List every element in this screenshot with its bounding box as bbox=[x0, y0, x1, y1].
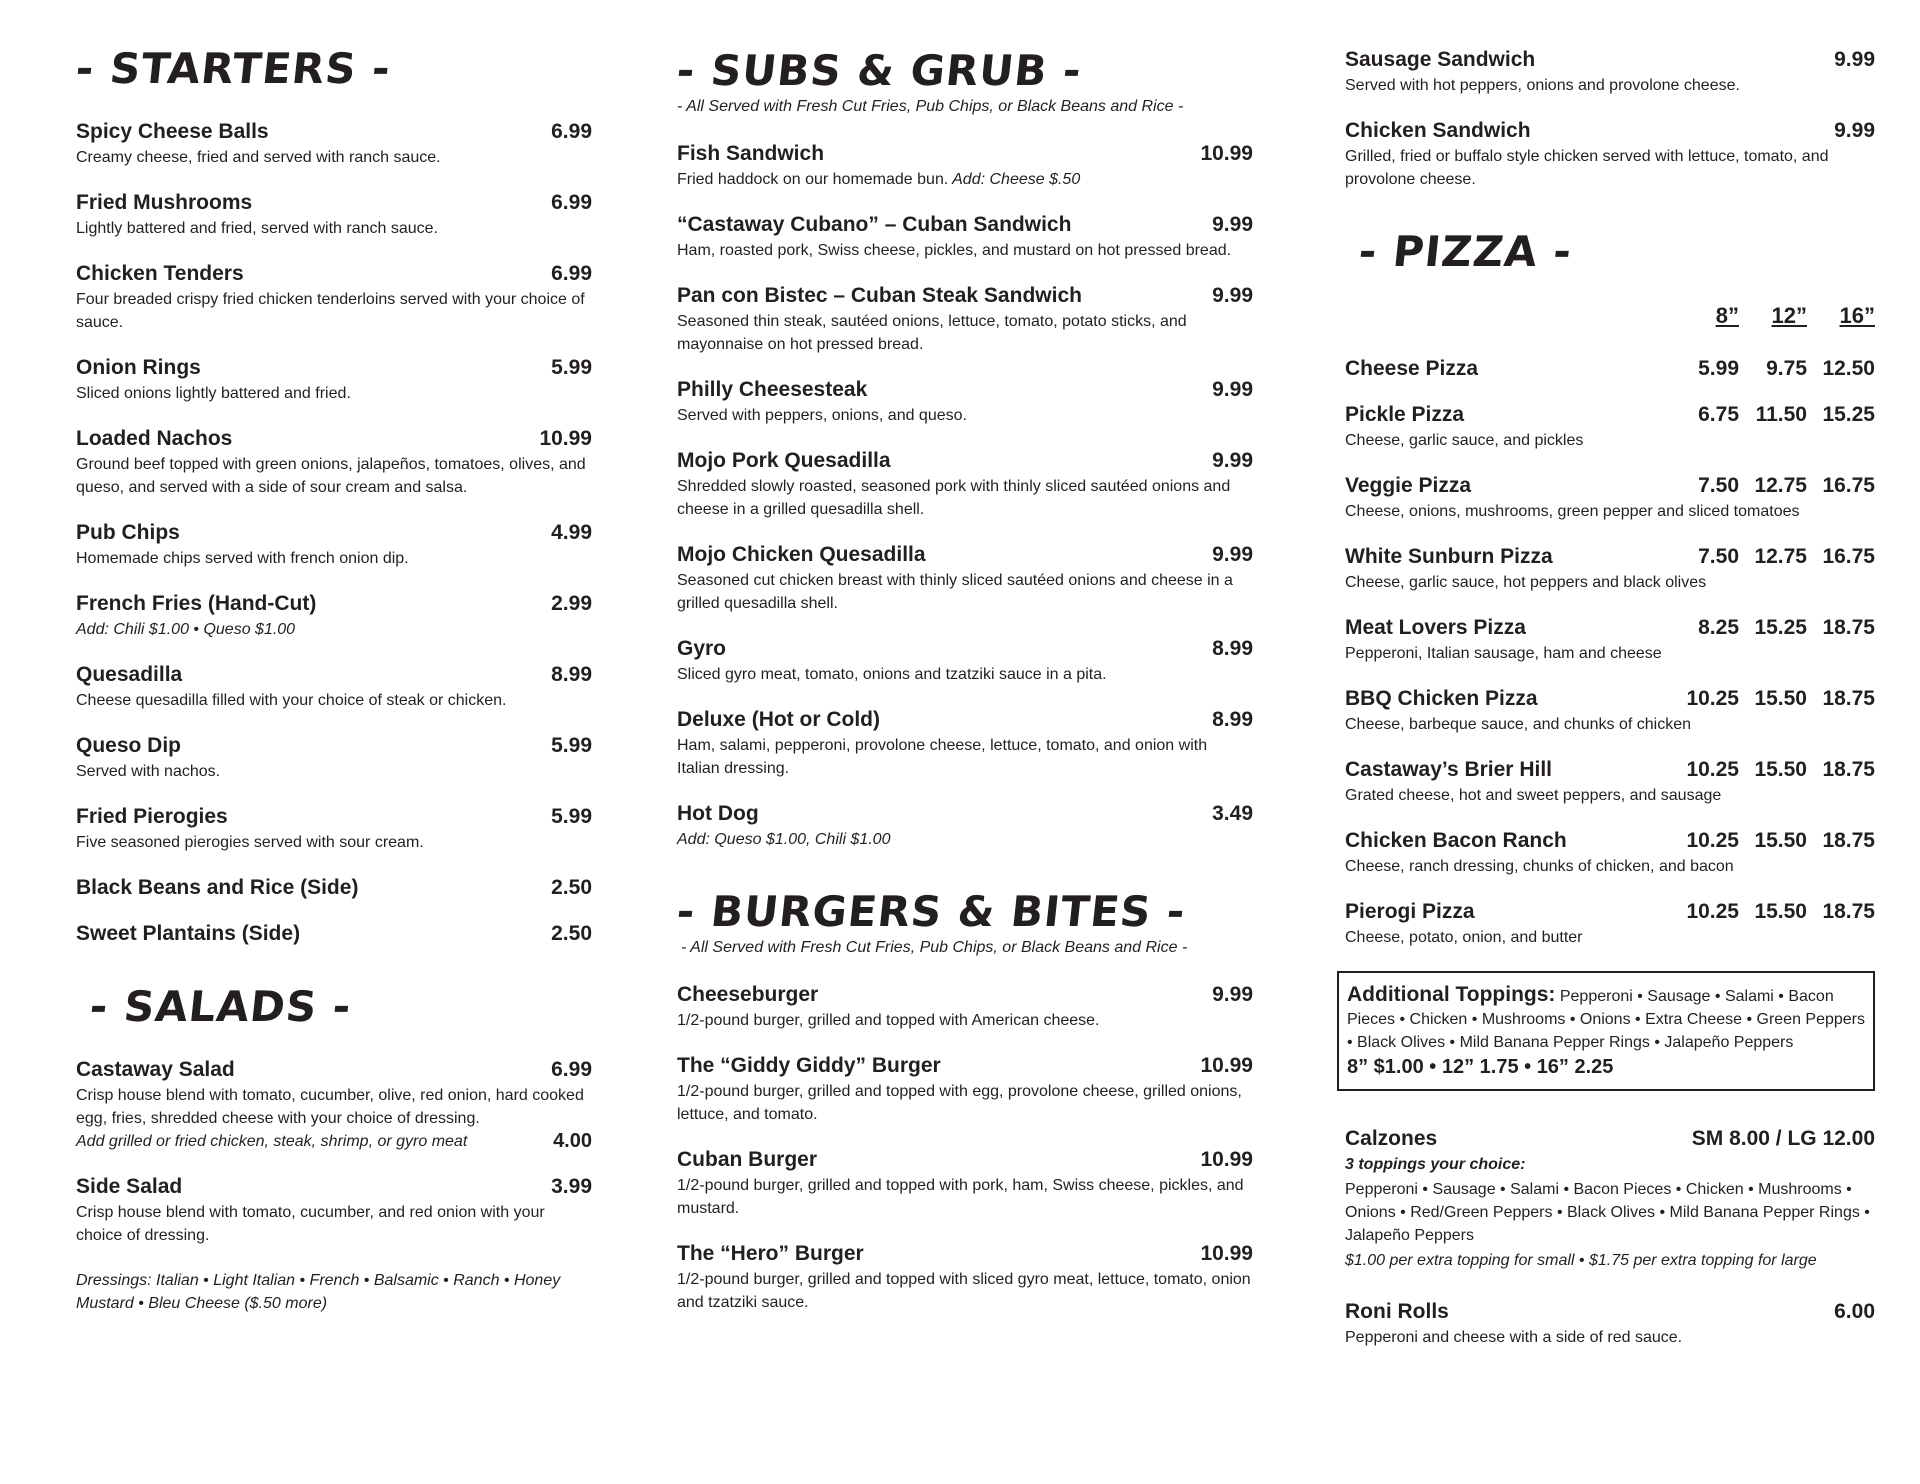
item-name: Fried Pierogies bbox=[76, 805, 228, 828]
pizza-item bbox=[1345, 616, 1875, 665]
calzones-item bbox=[1345, 1127, 1875, 1272]
menu-item-row bbox=[677, 378, 1253, 402]
menu-item-row bbox=[76, 262, 592, 286]
item-name: The “Hero” Burger bbox=[677, 1242, 864, 1265]
item-name: Chicken Tenders bbox=[76, 262, 244, 285]
menu-item bbox=[76, 1175, 592, 1247]
size-8-label: 8” bbox=[1715, 303, 1739, 328]
item-description-text: Homemade chips served with french onion dip. bbox=[76, 550, 409, 567]
item-name: Cuban Burger bbox=[677, 1148, 818, 1171]
pizza-price: 11.50 bbox=[1755, 403, 1807, 426]
pizza-description: Cheese, potato, onion, and butter bbox=[1345, 929, 1583, 946]
pizza-price: 10.25 bbox=[1686, 758, 1739, 781]
item-price: 8.99 bbox=[1212, 708, 1253, 731]
pizza-name: Cheese Pizza bbox=[1345, 357, 1479, 380]
pizza-price: 12.75 bbox=[1754, 545, 1807, 568]
menu-item-row bbox=[76, 521, 592, 545]
menu-column-right bbox=[1345, 0, 1875, 1371]
item-price: 5.99 bbox=[551, 805, 592, 828]
item-description-text: Sliced gyro meat, tomato, onions and tzatziki sauce in a pita. bbox=[677, 666, 1107, 683]
menu-item-row bbox=[677, 284, 1253, 308]
toppings-list: Pepperoni • Sausage • Salami • Bacon Pieces • Chicken • Mushrooms • Onions • Extra Cheese • Green Peppers • Black Olives • Mild Banana Pepper Rings • Jalapeño Peppers bbox=[1347, 988, 1866, 1051]
menu-item bbox=[677, 1148, 1253, 1220]
item-description bbox=[76, 382, 592, 405]
calzones-extra: $1.00 per extra topping for small • $1.75 per extra topping for large bbox=[1345, 1252, 1817, 1269]
item-name: Sausage Sandwich bbox=[1345, 48, 1536, 71]
item-name: Fish Sandwich bbox=[677, 142, 825, 165]
toppings-prices: 8” $1.00 • 12” 1.75 • 16” 2.25 bbox=[1347, 1056, 1614, 1078]
item-price: 9.99 bbox=[1212, 213, 1253, 236]
item-description-text: Sliced onions lightly battered and fried. bbox=[76, 385, 351, 402]
item-description-text: Ground beef topped with green onions, jalapeños, tomatoes, olives, and queso, and served with a side of sour cream and salsa. bbox=[76, 456, 586, 496]
salads-heading: - SALADS - bbox=[87, 982, 354, 1031]
salads-list bbox=[76, 1058, 592, 1247]
pizza-price: 9.75 bbox=[1766, 357, 1807, 380]
item-name: Gyro bbox=[677, 637, 727, 660]
pizza-description: Cheese, barbeque sauce, and chunks of chicken bbox=[1345, 716, 1692, 733]
item-price: 6.00 bbox=[1834, 1300, 1875, 1323]
item-description-text: Crisp house blend with tomato, cucumber, olive, red onion, hard cooked egg, fries, shredded cheese with your choice of dressing. bbox=[76, 1087, 584, 1127]
menu-item-row bbox=[76, 734, 592, 758]
item-price: 9.99 bbox=[1834, 48, 1875, 71]
item-description-text: 1/2-pound burger, grilled and topped with pork, ham, Swiss cheese, pickles, and mustard. bbox=[677, 1177, 1244, 1217]
menu-item bbox=[76, 805, 592, 854]
item-description-text: Seasoned cut chicken breast with thinly sliced sautéed onions and cheese in a grilled quesadilla shell. bbox=[677, 572, 1233, 612]
burgers-note: - All Served with Fresh Cut Fries, Pub Chips, or Black Beans and Rice - bbox=[681, 939, 1188, 956]
pizza-name: Chicken Bacon Ranch bbox=[1345, 829, 1567, 852]
item-description-text: Seasoned thin steak, sautéed onions, lettuce, tomato, potato sticks, and mayonnaise on hot pressed bread. bbox=[677, 313, 1187, 353]
item-description-text: Creamy cheese, fried and served with ranch sauce. bbox=[76, 149, 441, 166]
item-description bbox=[677, 1174, 1253, 1220]
item-name: The “Giddy Giddy” Burger bbox=[677, 1054, 941, 1077]
menu-item bbox=[1345, 48, 1875, 97]
item-price: 8.99 bbox=[551, 663, 592, 686]
item-description bbox=[76, 618, 592, 641]
item-description bbox=[76, 760, 592, 783]
item-price: 9.99 bbox=[1212, 449, 1253, 472]
menu-item bbox=[677, 637, 1253, 686]
roni-rolls-item bbox=[1345, 1300, 1875, 1349]
size-12-label: 12” bbox=[1771, 303, 1807, 328]
pizza-description: Pepperoni, Italian sausage, ham and cheese bbox=[1345, 645, 1662, 662]
item-addon: Add grilled or fried chicken, steak, shrimp, or gyro meat bbox=[76, 1133, 468, 1150]
pizza-price: 10.25 bbox=[1686, 829, 1739, 852]
item-name: Quesadilla bbox=[76, 663, 183, 686]
pizza-price: 15.50 bbox=[1754, 758, 1807, 781]
item-description bbox=[677, 663, 1253, 686]
item-name: Castaway Salad bbox=[76, 1058, 235, 1081]
menu-item-row bbox=[1345, 119, 1875, 143]
item-description bbox=[76, 146, 592, 169]
item-description-text: Ham, salami, pepperoni, provolone cheese, lettuce, tomato, and onion with Italian dressing. bbox=[677, 737, 1208, 777]
menu-item bbox=[677, 1242, 1253, 1314]
item-description bbox=[76, 217, 592, 240]
menu-item-row bbox=[76, 1058, 592, 1082]
pizza-description: Cheese, garlic sauce, hot peppers and black olives bbox=[1345, 574, 1707, 591]
pizza-item-row bbox=[1345, 616, 1875, 640]
item-name: Queso Dip bbox=[76, 734, 182, 757]
item-description bbox=[76, 1201, 592, 1247]
pizza-price: 15.50 bbox=[1754, 687, 1807, 710]
item-name: Fried Mushrooms bbox=[76, 191, 253, 214]
subs-list bbox=[677, 142, 1253, 851]
menu-item bbox=[76, 356, 592, 405]
pizza-heading: - PIZZA - bbox=[1356, 227, 1575, 276]
item-price: 6.99 bbox=[551, 262, 592, 285]
menu-item bbox=[76, 922, 592, 946]
pizza-price: 10.25 bbox=[1686, 900, 1739, 923]
additional-toppings-box bbox=[1337, 971, 1875, 1091]
menu-item bbox=[677, 449, 1253, 521]
item-description bbox=[76, 547, 592, 570]
item-name: Spicy Cheese Balls bbox=[76, 120, 269, 143]
item-description-text: Served with peppers, onions, and queso. bbox=[677, 407, 967, 424]
pizza-item bbox=[1345, 403, 1875, 452]
item-name: Sweet Plantains (Side) bbox=[76, 922, 301, 945]
item-name: Hot Dog bbox=[677, 802, 759, 825]
item-price: 5.99 bbox=[551, 734, 592, 757]
item-price: 2.50 bbox=[551, 922, 592, 945]
pizza-item bbox=[1345, 687, 1875, 736]
pizza-name: Veggie Pizza bbox=[1345, 474, 1472, 497]
menu-item bbox=[76, 1058, 592, 1153]
item-description bbox=[677, 569, 1253, 615]
item-price: 6.99 bbox=[551, 120, 592, 143]
menu-item-row bbox=[76, 120, 592, 144]
menu-item bbox=[76, 592, 592, 641]
starters-list bbox=[76, 120, 592, 946]
pizza-item-row bbox=[1345, 357, 1875, 381]
menu-item bbox=[677, 142, 1253, 191]
item-name: Mojo Chicken Quesadilla bbox=[677, 543, 926, 566]
item-name: Deluxe (Hot or Cold) bbox=[677, 708, 880, 731]
menu-item bbox=[76, 120, 592, 169]
item-name: Roni Rolls bbox=[1345, 1300, 1449, 1323]
menu-item-row bbox=[76, 592, 592, 616]
item-description-text: 1/2-pound burger, grilled and topped with American cheese. bbox=[677, 1012, 1100, 1029]
item-description bbox=[677, 734, 1253, 780]
pizza-item-row bbox=[1345, 545, 1875, 569]
menu-item bbox=[677, 802, 1253, 851]
item-price: 4.99 bbox=[551, 521, 592, 544]
item-description bbox=[677, 404, 1253, 427]
menu-item-row bbox=[677, 213, 1253, 237]
pizza-price: 18.75 bbox=[1822, 616, 1875, 639]
item-name: Black Beans and Rice (Side) bbox=[76, 876, 359, 899]
pizza-name: Castaway’s Brier Hill bbox=[1345, 758, 1552, 781]
item-price: 8.99 bbox=[1212, 637, 1253, 660]
toppings-lead: Additional Toppings: bbox=[1347, 983, 1556, 1006]
item-price: 9.99 bbox=[1212, 983, 1253, 1006]
menu-item-row bbox=[677, 802, 1253, 826]
sandwiches-list bbox=[1345, 48, 1875, 191]
item-description: Pepperoni and cheese with a side of red sauce. bbox=[1345, 1329, 1683, 1346]
pizza-item bbox=[1345, 900, 1875, 949]
pizza-name: BBQ Chicken Pizza bbox=[1345, 687, 1538, 710]
item-description-text: Add: Chili $1.00 • Queso $1.00 bbox=[76, 621, 296, 638]
menu-item bbox=[677, 543, 1253, 615]
item-description-text: Grilled, fried or buffalo style chicken served with lettuce, tomato, and provolone cheese. bbox=[1345, 148, 1829, 188]
menu-item bbox=[677, 983, 1253, 1032]
menu-item-row bbox=[76, 191, 592, 215]
menu-item bbox=[677, 284, 1253, 356]
pizza-item-row bbox=[1345, 900, 1875, 924]
menu-item bbox=[677, 213, 1253, 262]
pizza-description: Cheese, onions, mushrooms, green pepper and sliced tomatoes bbox=[1345, 503, 1800, 520]
item-price: 2.99 bbox=[551, 592, 592, 615]
pizza-price: 15.25 bbox=[1754, 616, 1807, 639]
item-addon-price: 4.00 bbox=[553, 1130, 592, 1152]
item-description-text: Four breaded crispy fried chicken tenderloins served with your choice of sauce. bbox=[76, 291, 585, 331]
menu-item-row bbox=[677, 1242, 1253, 1266]
item-description-text: Cheese quesadilla filled with your choice of steak or chicken. bbox=[76, 692, 507, 709]
item-description bbox=[1345, 145, 1875, 191]
item-description bbox=[677, 1009, 1253, 1032]
item-price: 10.99 bbox=[1200, 1054, 1253, 1077]
pizza-size-header bbox=[1345, 303, 1875, 329]
menu-item-row bbox=[76, 922, 592, 946]
item-description-text: Lightly battered and fried, served with ranch sauce. bbox=[76, 220, 438, 237]
item-name: French Fries (Hand-Cut) bbox=[76, 592, 317, 615]
menu-column-left bbox=[73, 0, 592, 1315]
size-16-label: 16” bbox=[1839, 303, 1875, 328]
pizza-name: Meat Lovers Pizza bbox=[1345, 616, 1526, 639]
pizza-item bbox=[1345, 545, 1875, 594]
menu-item-row bbox=[76, 1175, 592, 1199]
item-description-text: Served with nachos. bbox=[76, 763, 221, 780]
dressings-note: Dressings: Italian • Light Italian • French • Balsamic • Ranch • Honey Mustard • Bleu Cheese ($.50 more) bbox=[76, 1272, 561, 1312]
item-description bbox=[677, 168, 1253, 191]
pizza-price: 8.25 bbox=[1698, 616, 1739, 639]
menu-item bbox=[76, 734, 592, 783]
menu-item-row bbox=[677, 142, 1253, 166]
calzones-toppings: Pepperoni • Sausage • Salami • Bacon Pieces • Chicken • Mushrooms • Onions • Red/Green Peppers • Black Olives • Mild Banana Pepper Rings • Jalapeño Peppers bbox=[1345, 1181, 1870, 1244]
pizza-item-row bbox=[1345, 403, 1875, 427]
item-description-text: Shredded slowly roasted, seasoned pork with thinly sliced sautéed onions and cheese in a grilled quesadilla shell. bbox=[677, 478, 1231, 518]
item-price: 9.99 bbox=[1212, 284, 1253, 307]
pizza-item-row bbox=[1345, 687, 1875, 711]
subs-heading: - SUBS & GRUB - bbox=[674, 46, 1085, 95]
item-description bbox=[1345, 74, 1875, 97]
pizza-description: Grated cheese, hot and sweet peppers, and sausage bbox=[1345, 787, 1722, 804]
pizza-price: 18.75 bbox=[1822, 900, 1875, 923]
item-addon-row bbox=[76, 1130, 592, 1153]
menu-item-row bbox=[76, 805, 592, 829]
menu-item-row bbox=[677, 983, 1253, 1007]
pizza-price: 15.25 bbox=[1822, 403, 1875, 426]
item-price: 9.99 bbox=[1212, 378, 1253, 401]
item-price: 10.99 bbox=[1200, 1242, 1253, 1265]
pizza-name: Pickle Pizza bbox=[1345, 403, 1465, 426]
item-addon-note: Add: Cheese $.50 bbox=[948, 171, 1081, 188]
pizza-item-row bbox=[1345, 474, 1875, 498]
pizza-price: 12.75 bbox=[1754, 474, 1807, 497]
item-description bbox=[677, 1080, 1253, 1126]
menu-item bbox=[76, 191, 592, 240]
item-name: Side Salad bbox=[76, 1175, 183, 1198]
item-description-text: 1/2-pound burger, grilled and topped with egg, provolone cheese, grilled onions, lettuce, and tomato. bbox=[677, 1083, 1242, 1123]
burgers-list bbox=[677, 983, 1253, 1314]
item-name: Pub Chips bbox=[76, 521, 180, 544]
item-description bbox=[677, 1268, 1253, 1314]
subs-note: - All Served with Fresh Cut Fries, Pub Chips, or Black Beans and Rice - bbox=[677, 98, 1184, 115]
item-price: 9.99 bbox=[1212, 543, 1253, 566]
item-name: “Castaway Cubano” – Cuban Sandwich bbox=[677, 213, 1072, 236]
pizza-price: 5.99 bbox=[1698, 357, 1739, 380]
item-name: Cheeseburger bbox=[677, 983, 819, 1006]
item-description bbox=[677, 239, 1253, 262]
menu-item-row bbox=[677, 449, 1253, 473]
item-description-text: Served with hot peppers, onions and provolone cheese. bbox=[1345, 77, 1740, 94]
item-price: SM 8.00 / LG 12.00 bbox=[1691, 1127, 1875, 1150]
item-price: 10.99 bbox=[1200, 142, 1253, 165]
item-name: Mojo Pork Quesadilla bbox=[677, 449, 891, 472]
item-description bbox=[677, 475, 1253, 521]
item-price: 10.99 bbox=[1200, 1148, 1253, 1171]
pizza-price: 16.75 bbox=[1822, 474, 1875, 497]
item-price: 3.99 bbox=[551, 1175, 592, 1198]
menu-item bbox=[76, 521, 592, 570]
item-description bbox=[677, 310, 1253, 356]
menu-item-row bbox=[1345, 48, 1875, 72]
pizza-price: 18.75 bbox=[1822, 687, 1875, 710]
pizza-price: 10.25 bbox=[1686, 687, 1739, 710]
pizza-price: 15.50 bbox=[1754, 900, 1807, 923]
menu-item bbox=[76, 663, 592, 712]
item-description bbox=[76, 689, 592, 712]
menu-item-row bbox=[677, 708, 1253, 732]
item-name: Loaded Nachos bbox=[76, 427, 233, 450]
item-description-text: Five seasoned pierogies served with sour cream. bbox=[76, 834, 424, 851]
pizza-price: 6.75 bbox=[1698, 403, 1739, 426]
menu-item-row bbox=[76, 663, 592, 687]
item-description bbox=[677, 828, 1253, 851]
item-description-text: Ham, roasted pork, Swiss cheese, pickles, and mustard on hot pressed bread. bbox=[677, 242, 1232, 259]
item-price: 5.99 bbox=[551, 356, 592, 379]
menu-item-row bbox=[76, 427, 592, 451]
item-description bbox=[76, 288, 592, 334]
pizza-description: Cheese, ranch dressing, chunks of chicken, and bacon bbox=[1345, 858, 1734, 875]
menu-item-row bbox=[76, 876, 592, 900]
pizza-item bbox=[1345, 357, 1875, 381]
pizza-price: 12.50 bbox=[1822, 357, 1875, 380]
item-price: 6.99 bbox=[551, 191, 592, 214]
pizza-name: White Sunburn Pizza bbox=[1345, 545, 1553, 568]
item-description bbox=[76, 831, 592, 854]
item-addon-note: Add: Queso $1.00, Chili $1.00 bbox=[677, 831, 891, 848]
item-description bbox=[76, 1084, 592, 1130]
menu-item-row bbox=[677, 1148, 1253, 1172]
item-description-text: Fried haddock on our homemade bun. bbox=[677, 171, 949, 188]
menu-item-row bbox=[677, 1054, 1253, 1078]
burgers-heading: - BURGERS & BITES - bbox=[674, 887, 1189, 936]
menu-item bbox=[76, 876, 592, 900]
pizza-item bbox=[1345, 474, 1875, 523]
item-price: 3.49 bbox=[1212, 802, 1253, 825]
menu-column-middle bbox=[674, 0, 1253, 1336]
item-description-text: Crisp house blend with tomato, cucumber, and red onion with your choice of dressing. bbox=[76, 1204, 545, 1244]
item-name: Pan con Bistec – Cuban Steak Sandwich bbox=[677, 284, 1082, 307]
pizza-price: 7.50 bbox=[1698, 545, 1739, 568]
menu-item-row bbox=[677, 543, 1253, 567]
menu-item-row bbox=[76, 356, 592, 380]
menu-item bbox=[1345, 119, 1875, 191]
item-price: 6.99 bbox=[551, 1058, 592, 1081]
item-price: 9.99 bbox=[1834, 119, 1875, 142]
menu-item bbox=[677, 708, 1253, 780]
menu-item bbox=[677, 378, 1253, 427]
item-name: Calzones bbox=[1345, 1127, 1438, 1150]
starters-heading: - STARTERS - bbox=[73, 44, 394, 93]
pizza-item bbox=[1345, 829, 1875, 878]
item-description-text: 1/2-pound burger, grilled and topped with sliced gyro meat, lettuce, tomato, onion and tzatziki sauce. bbox=[677, 1271, 1251, 1311]
menu-item bbox=[677, 1054, 1253, 1126]
pizza-price: 7.50 bbox=[1698, 474, 1739, 497]
pizza-item-row bbox=[1345, 829, 1875, 853]
pizza-price: 18.75 bbox=[1822, 758, 1875, 781]
pizza-price: 18.75 bbox=[1822, 829, 1875, 852]
pizza-price: 16.75 bbox=[1822, 545, 1875, 568]
pizza-item bbox=[1345, 758, 1875, 807]
pizza-price: 15.50 bbox=[1754, 829, 1807, 852]
pizza-list bbox=[1345, 357, 1875, 949]
menu-item bbox=[76, 427, 592, 499]
pizza-name: Pierogi Pizza bbox=[1345, 900, 1475, 923]
item-price: 10.99 bbox=[539, 427, 592, 450]
calzones-choice: 3 toppings your choice: bbox=[1345, 1156, 1526, 1173]
item-name: Philly Cheesesteak bbox=[677, 378, 868, 401]
menu-item-row bbox=[677, 637, 1253, 661]
pizza-item-row bbox=[1345, 758, 1875, 782]
pizza-description: Cheese, garlic sauce, and pickles bbox=[1345, 432, 1584, 449]
item-name: Onion Rings bbox=[76, 356, 201, 379]
item-description bbox=[76, 453, 592, 499]
menu-item bbox=[76, 262, 592, 334]
item-price: 2.50 bbox=[551, 876, 592, 899]
item-name: Chicken Sandwich bbox=[1345, 119, 1531, 142]
